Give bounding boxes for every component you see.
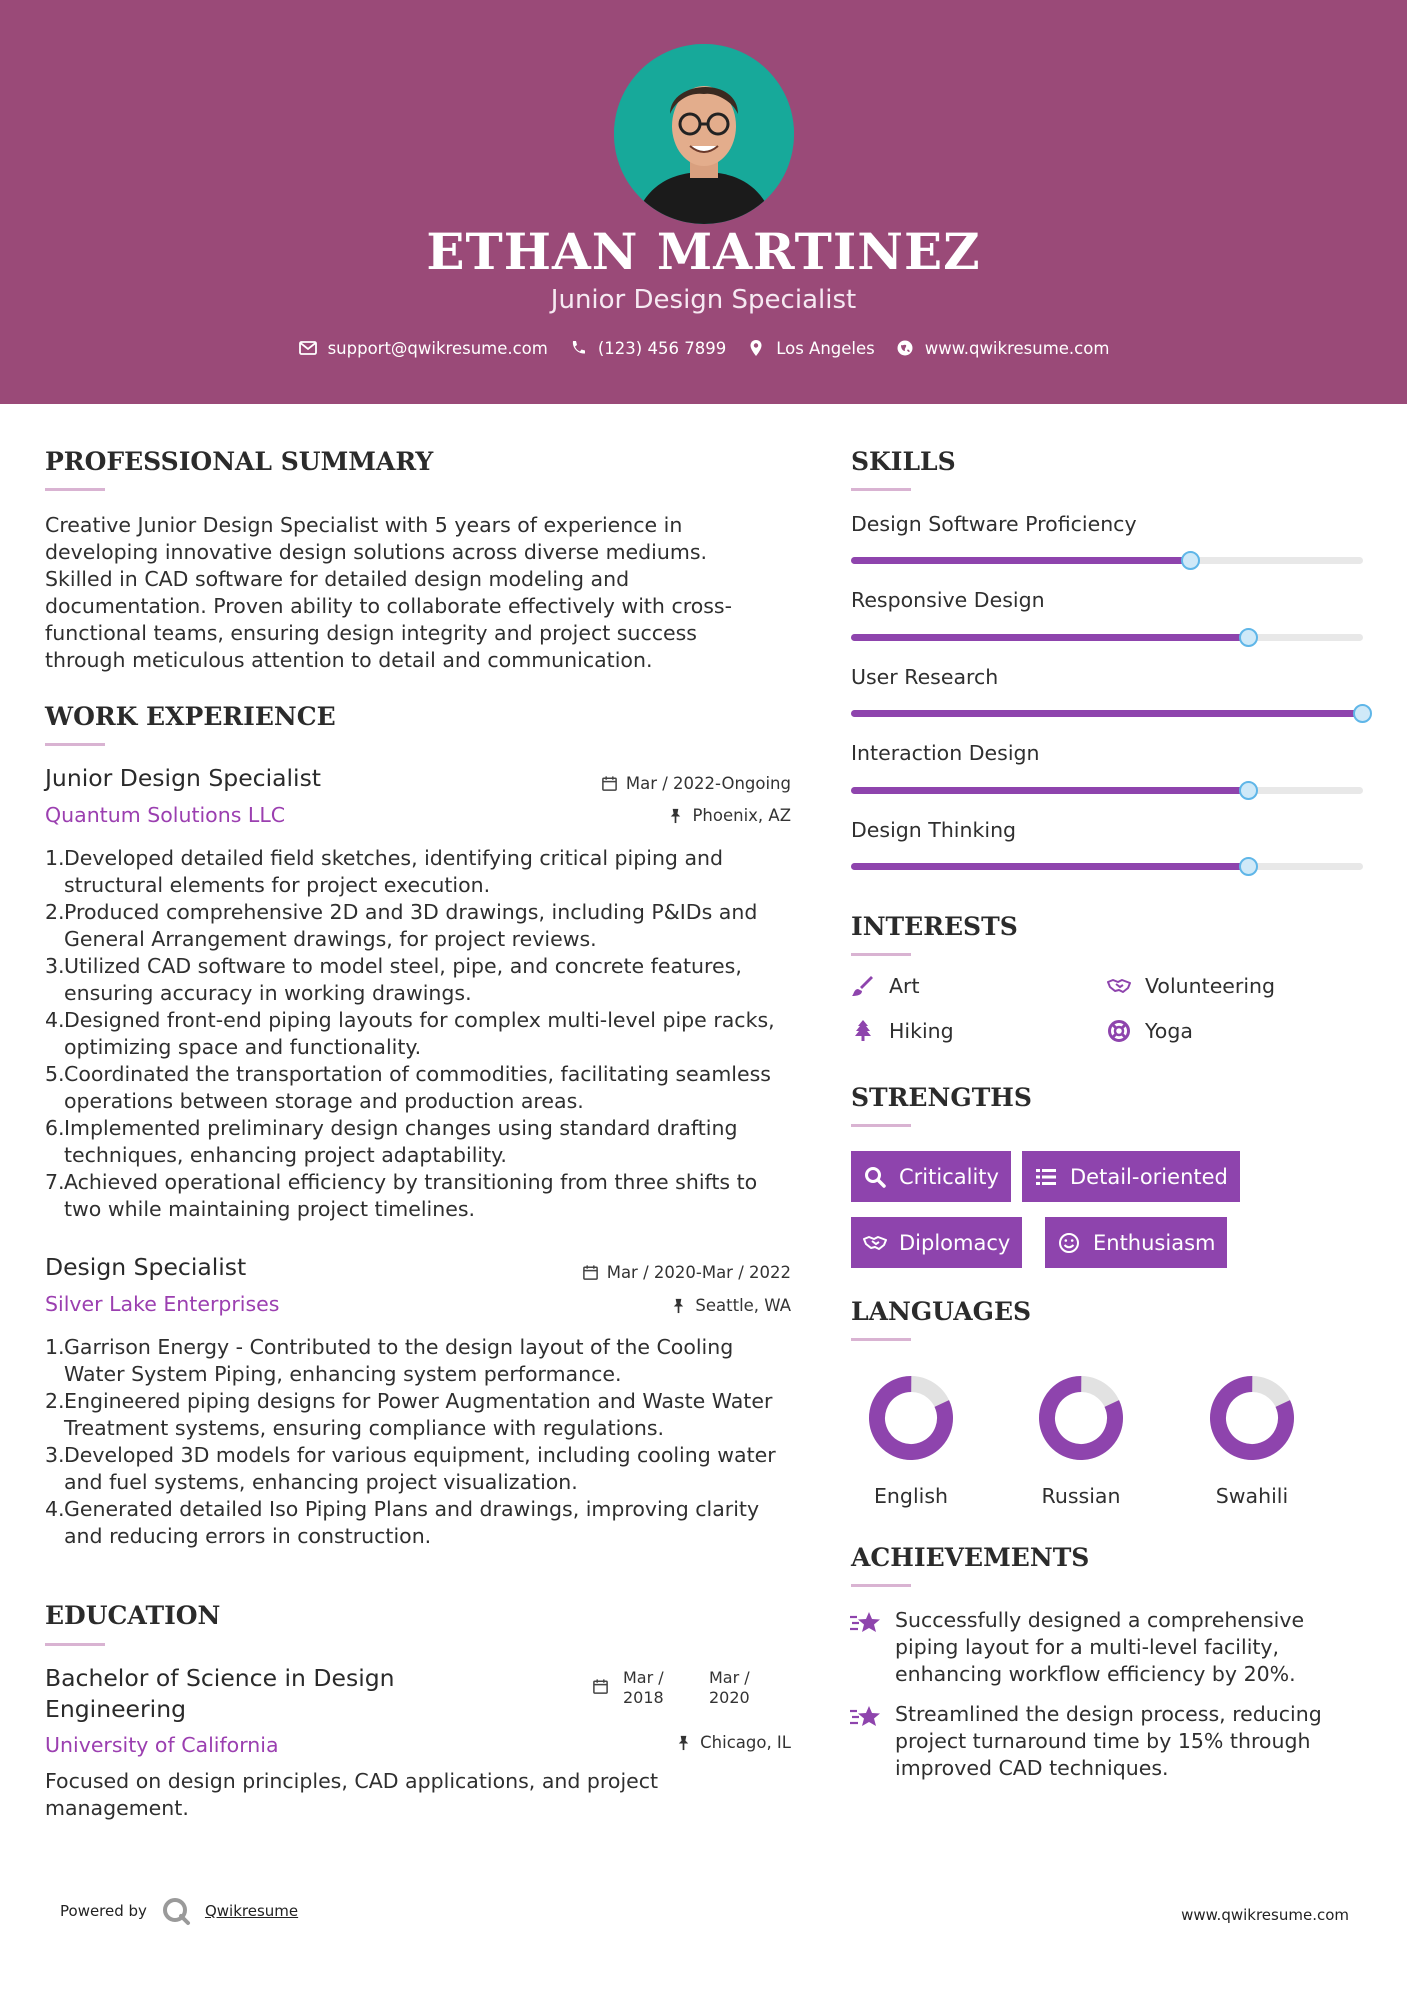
interests-divider — [851, 953, 911, 956]
handshake-icon — [1107, 974, 1131, 998]
skill-label: Design Thinking — [851, 818, 1017, 842]
contact-bar — [0, 338, 1407, 358]
strength-label: Diplomacy — [899, 1230, 1011, 1255]
skill-bar — [851, 863, 1363, 870]
skill-bar — [851, 634, 1363, 641]
list-item: 1. Developed detailed field sketches, identifying critical piping and structural elements for project execution. — [45, 846, 724, 897]
list-icon — [1034, 1165, 1058, 1189]
skill-slider-handle — [1353, 704, 1372, 723]
skill-slider-handle — [1181, 551, 1200, 570]
strength-badge-diplomacy — [851, 1217, 1022, 1268]
profile-photo — [614, 44, 794, 224]
job-responsibilities — [45, 1334, 800, 1550]
company-name: Silver Lake Enterprises — [45, 1292, 280, 1316]
achievements-heading: ACHIEVEMENTS — [851, 1543, 1090, 1572]
map-pin-icon — [746, 338, 766, 358]
strength-label: Enthusiasm — [1093, 1230, 1216, 1255]
job-location-text: Seattle, WA — [695, 1296, 791, 1315]
skill-bar-fill — [851, 787, 1249, 794]
interest-item-yoga — [1107, 1019, 1193, 1043]
search-icon — [863, 1165, 887, 1189]
footer-website-link[interactable]: www.qwikresume.com — [1181, 1906, 1349, 1924]
contact-location — [746, 338, 875, 358]
skill-label: User Research — [851, 665, 999, 689]
interest-item-art — [851, 974, 920, 998]
job-date-text: Mar / 2022-Ongoing — [625, 774, 791, 793]
powered-by-label: Powered by — [60, 1902, 147, 1920]
job-date-text: Mar / 2020-Mar / 2022 — [606, 1263, 791, 1282]
achievements-divider — [851, 1584, 911, 1587]
skills-divider — [851, 488, 911, 491]
job-responsibilities — [45, 845, 790, 1223]
school-name: University of California — [45, 1733, 279, 1757]
summary-heading: PROFESSIONAL SUMMARY — [45, 447, 434, 476]
job-title: Design Specialist — [45, 1253, 247, 1281]
company-name: Quantum Solutions LLC — [45, 803, 286, 827]
skill-label: Interaction Design — [851, 741, 1040, 765]
qwikresume-logo-icon — [161, 1896, 191, 1926]
summary-divider — [45, 488, 105, 491]
skill-bar — [851, 557, 1363, 564]
skill-bar — [851, 710, 1363, 717]
strength-badge-criticality — [851, 1151, 1011, 1202]
list-item: 3. Utilized CAD software to model steel, pipe, and concrete features, ensuring accuracy in working drawings. — [45, 954, 742, 1005]
skill-bar-fill — [851, 557, 1191, 564]
contact-email-text: support@qwikresume.com — [327, 338, 548, 358]
education-location-text: Chicago, IL — [700, 1733, 791, 1752]
interest-label: Volunteering — [1145, 974, 1276, 998]
job-location — [480, 806, 791, 825]
language-donut — [1037, 1374, 1125, 1462]
qwikresume-link[interactable]: Qwikresume — [204, 1902, 299, 1920]
interest-item-hiking — [851, 1019, 954, 1043]
pushpin-icon — [670, 1297, 687, 1314]
education-dates — [592, 1668, 761, 1708]
language-donut — [867, 1374, 955, 1462]
education-end-date: Mar / 2020 — [709, 1668, 750, 1707]
languages-heading: LANGUAGES — [851, 1297, 1032, 1326]
education-location — [480, 1733, 791, 1752]
calendar-icon — [582, 1264, 599, 1281]
education-start-date: Mar / 2018 — [623, 1668, 664, 1707]
languages-divider — [851, 1338, 911, 1341]
job-location — [480, 1296, 791, 1315]
strength-badge-detail-oriented — [1022, 1151, 1240, 1202]
skill-bar-fill — [851, 863, 1249, 870]
experience-divider — [45, 743, 105, 746]
tree-icon — [851, 1019, 875, 1043]
candidate-name: ETHAN MARTINEZ — [426, 222, 981, 281]
degree-name: Bachelor of Science in Design Engineering — [45, 1664, 395, 1723]
contact-website-text: www.qwikresume.com — [924, 338, 1110, 358]
education-description: Focused on design principles, CAD applications, and project management. — [45, 1769, 659, 1820]
contact-phone-text: (123) 456 7899 — [597, 338, 727, 358]
job-date — [480, 774, 791, 793]
contact-location-text: Los Angeles — [776, 338, 875, 358]
achievement-text: Successfully designed a comprehensive piping layout for a multi-level facility, enhancing workflow efficiency by 20%. — [895, 1608, 1305, 1686]
strengths-heading: STRENGTHS — [851, 1083, 1032, 1112]
interest-label: Art — [889, 974, 920, 998]
job-date — [480, 1263, 791, 1282]
interest-item-volunteering — [1107, 974, 1275, 998]
language-label: Russian — [1041, 1484, 1121, 1508]
list-item: 4. Designed front-end piping layouts for complex multi-level pipe racks, optimizing space and functionality. — [45, 1008, 775, 1059]
skills-heading: SKILLS — [851, 447, 956, 476]
skill-label: Responsive Design — [851, 588, 1045, 612]
list-item: 2. Engineered piping designs for Power Augmentation and Waste Water Treatment systems, ensuring compliance with regulations. — [45, 1389, 773, 1440]
candidate-title: Junior Design Specialist — [550, 285, 857, 315]
interests-heading: INTERESTS — [851, 912, 1018, 941]
skill-label: Design Software Proficiency — [851, 512, 1137, 536]
smile-icon — [1057, 1231, 1081, 1255]
language-label: English — [873, 1484, 949, 1508]
paintbrush-icon — [851, 974, 875, 998]
footer-powered-by — [60, 1896, 298, 1926]
skill-bar-fill — [851, 634, 1249, 641]
interest-label: Yoga — [1145, 1019, 1193, 1043]
contact-email[interactable] — [298, 338, 548, 358]
shooting-star-icon — [849, 1702, 883, 1732]
shooting-star-icon — [849, 1608, 883, 1638]
header-banner — [0, 0, 1407, 404]
list-item: 4. Generated detailed Iso Piping Plans and drawings, improving clarity and reducing errors in construction. — [45, 1497, 760, 1548]
contact-phone[interactable] — [568, 338, 726, 358]
list-item: 6. Implemented preliminary design changes using standard drafting techniques, enhancing project adaptability. — [45, 1116, 738, 1167]
job-location-text: Phoenix, AZ — [692, 806, 791, 825]
language-item-russian — [1036, 1374, 1126, 1508]
education-divider — [45, 1643, 105, 1646]
skill-bar-fill — [851, 710, 1363, 717]
strengths-divider — [851, 1124, 911, 1127]
pushpin-icon — [675, 1734, 692, 1751]
job-title: Junior Design Specialist — [45, 764, 322, 792]
education-heading: EDUCATION — [45, 1601, 221, 1630]
list-item: 5. Coordinated the transportation of commodities, facilitating seamless operations between storage and production areas. — [45, 1062, 771, 1113]
achievement-item — [849, 1607, 1349, 1688]
language-item-swahili — [1207, 1374, 1297, 1508]
list-item: 2. Produced comprehensive 2D and 3D drawings, including P&IDs and General Arrangement drawings, for project reviews. — [45, 900, 758, 951]
pushpin-icon — [667, 807, 684, 824]
interest-label: Hiking — [889, 1019, 954, 1043]
list-item: 3. Developed 3D models for various equipment, including cooling water and fuel systems, enhancing project visualization. — [45, 1443, 776, 1494]
strength-label: Criticality — [899, 1164, 999, 1189]
skill-slider-handle — [1239, 628, 1258, 647]
phone-icon — [568, 338, 588, 358]
strength-badge-enthusiasm — [1045, 1217, 1227, 1268]
achievement-text: Streamlined the design process, reducing project turnaround time by 15% through improved CAD techniques. — [895, 1702, 1322, 1780]
skill-bar — [851, 787, 1363, 794]
globe-icon — [895, 338, 915, 358]
summary-text: Creative Junior Design Specialist with 5 years of experience in developing innovative design solutions across diverse mediums. Skilled in CAD software for detailed design modeling and documentation. Proven ability to collaborate effectively with cross-functional teams, ensuring design integrity and project success through meticulous attention to detail and communication. — [45, 513, 732, 672]
calendar-icon — [592, 1678, 609, 1695]
achievement-item — [849, 1701, 1349, 1782]
skill-slider-handle — [1239, 781, 1258, 800]
language-label: Swahili — [1215, 1484, 1289, 1508]
person-portrait-icon — [614, 44, 794, 224]
language-donut — [1208, 1374, 1296, 1462]
calendar-icon — [601, 775, 618, 792]
skill-slider-handle — [1239, 857, 1258, 876]
list-item: 1. Garrison Energy - Contributed to the design layout of the Cooling Water System Piping, enhancing system performance. — [45, 1335, 734, 1386]
life-ring-icon — [1107, 1019, 1131, 1043]
handshake-icon — [863, 1231, 887, 1255]
language-item-english — [866, 1374, 956, 1508]
list-item: 7. Achieved operational efficiency by transitioning from three shifts to two while maintaining project timelines. — [45, 1170, 758, 1221]
experience-heading: WORK EXPERIENCE — [45, 702, 336, 731]
envelope-icon — [298, 338, 318, 358]
contact-website[interactable] — [895, 338, 1110, 358]
strength-label: Detail-oriented — [1070, 1164, 1228, 1189]
